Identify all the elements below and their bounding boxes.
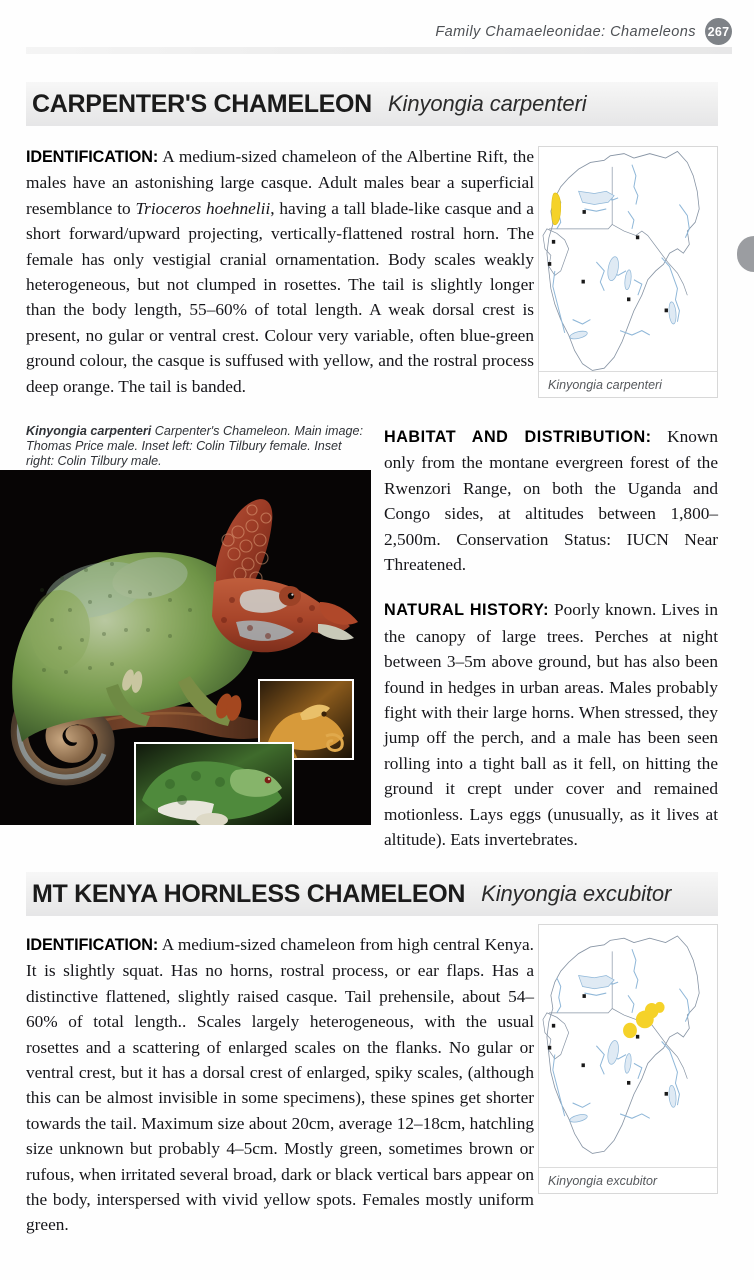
right-column-carpenters	[384, 424, 718, 853]
running-head-text: Family Chamaeleonidae: Chameleons	[435, 23, 696, 40]
identification-text-a: A medium-sized chameleon of the Albertine Rift, the males have an astonishing large casque. Adult males bear a superficial resemblance to	[26, 147, 534, 218]
species-photograph-carpenters	[0, 470, 371, 825]
species-common-name: CARPENTER'S CHAMELEON	[32, 89, 372, 118]
species-scientific-name: Kinyongia carpenteri	[387, 91, 587, 116]
natural-history-text: Poorly known. Lives in the canopy of large trees. Perches at night between 3–5m above ground, but has also been found in hedges in urban areas. Males probably fight with their large horns. When stressed, they jump off the perch, and a male has been seen rolling into a tight ball as it fell, on hitting the ground it crept under cover and remained motionless. Lays eggs (unusually, as it lives at altitude). Eats invertebrates.	[384, 600, 718, 850]
identification-label-2: IDENTIFICATION:	[26, 936, 159, 954]
habitat-paragraph	[384, 424, 718, 577]
italic-taxon-trioceros: Trioceros hoehnelii	[135, 198, 271, 218]
edge-thumb-tab[interactable]	[737, 236, 754, 272]
identification-block-mt-kenya	[26, 932, 534, 1238]
species-heading-mt-kenya	[26, 872, 718, 916]
eye	[279, 586, 301, 606]
identification-paragraph	[26, 144, 534, 399]
identification-block-carpenters	[26, 144, 534, 399]
photo-caption-carpenters	[26, 424, 371, 470]
identification-label: IDENTIFICATION:	[26, 148, 159, 166]
species-scientific-name-2: Kinyongia excubitor	[481, 881, 672, 906]
page-number-badge: 267	[705, 18, 732, 45]
identification-text-b: , having a tall blade-like casque and a short forward/upward projecting, vertically-flattened rostral horn. The female has only vestigial cranial ornamentation. Body scales weakly heterogeneous, but not clumped in rosettes. The tail is slightly longer than the body length, 55–60% of total length. A weak dorsal crest is present, no gular or ventral crest. Colour very variable, often blue-green ground colour, the casque is suffused with yellow, and the rostral process deep orange. The tail is banded.	[26, 198, 534, 396]
habitat-text: Known only from the montane evergreen forest of the Rwenzori Range, on both the Uganda and Congo sides, at altitudes between 1,800–2,500m. Conservation Status: IUCN Near Threatened.	[384, 427, 718, 575]
map-caption-carpenters: Kinyongia carpenteri	[539, 371, 717, 397]
identification-paragraph-2	[26, 932, 534, 1238]
natural-history-label: NATURAL HISTORY:	[384, 601, 550, 620]
running-head	[435, 18, 732, 45]
species-common-name-2: MT KENYA HORNLESS CHAMELEON	[32, 879, 466, 908]
map-caption-mt-kenya: Kinyongia excubitor	[539, 1167, 717, 1193]
distribution-map-mt-kenya	[538, 924, 718, 1194]
photo-caption-species: Kinyongia carpenteri	[26, 424, 152, 438]
header-rule	[26, 47, 732, 54]
photo-caption-rest: Carpenter's Chameleon. Main image: Thomas Price male. Inset left: Colin Tilbury female. Inset right: Colin Tilbury male.	[26, 424, 363, 469]
identification-text-2: A medium-sized chameleon from high central Kenya. It is slightly squat. Has no horns, rostral process, or ear flaps. Has a distinctive flattened, slightly raised casque. Tail prehensile, about 54–60% of total length.. Scales largely heterogeneous, with the usual rosettes and a scattering of enlarged scales on the flanks. No gular or ventral crest, but it has a dorsal crest of enlarged, spiky scales, (although this can be almost invisible in some specimens), these spines get shorter towards the tail. Maximum size about 20cm, average 12–18cm, hatchling size unknown but probably 4–5cm. Mostly green, sometimes brown or rufous, when irritated several broad, dark or black vertical bars appear on the body, interspersed with vivid yellow spots. Females mostly uniform green.	[26, 935, 534, 1235]
map-artwork-2	[539, 925, 717, 1193]
habitat-label: HABITAT AND DISTRIBUTION:	[384, 428, 652, 446]
map-artwork	[539, 147, 717, 397]
natural-history-paragraph	[384, 597, 718, 852]
photo-artwork	[0, 470, 371, 825]
species-heading-carpenters	[26, 82, 718, 126]
photo-inset-left	[134, 742, 294, 825]
distribution-map-carpenters	[538, 146, 718, 398]
